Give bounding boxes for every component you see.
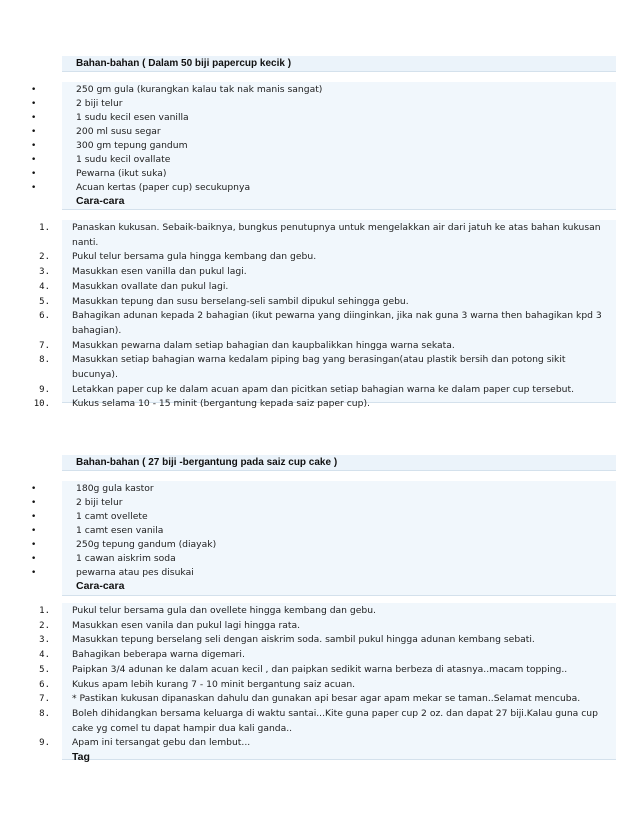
step-item [39, 309, 616, 338]
ingredient-item [31, 153, 616, 167]
ingredient-item [31, 97, 616, 111]
step-number: 1. [39, 223, 50, 233]
step-text: Paipkan 3/4 adunan ke dalam acuan kecil , dan paipkan sedikit warna berbeza di atasnya..macam topping.. [72, 663, 568, 675]
ingredient-text: 250g tepung gandum (diayak) [76, 539, 217, 550]
ingredient-text: 2 biji telur [76, 497, 123, 508]
recipe1-steps-box [33, 220, 616, 410]
recipe2-steps-heading: Cara-cara [76, 580, 125, 592]
step-item [39, 221, 616, 250]
ingredient-item [31, 538, 616, 552]
ingredient-text: 1 sudu kecil esen vanilla [76, 112, 189, 123]
step-item [39, 619, 616, 634]
ingredient-item [31, 181, 616, 195]
bullet-icon: • [31, 169, 37, 179]
step-number: 4. [39, 281, 50, 292]
ingredient-text: pewarna atau pes disukai [76, 567, 194, 578]
ingredient-text: 1 camt esen vanila [76, 525, 164, 536]
recipe1-ingredient-list [31, 83, 616, 195]
ingredient-item [31, 482, 616, 496]
tag-heading: Tag [72, 751, 90, 764]
step-number: 3. [39, 635, 50, 646]
bullet-icon: • [31, 568, 37, 578]
step-item [39, 250, 616, 265]
ingredient-item [31, 83, 616, 97]
step-item [39, 295, 616, 310]
recipe2-ingredients-heading: Bahan-bahan ( 27 biji -bergantung pada saiz cup cake ) [62, 455, 616, 471]
step-item [39, 383, 616, 398]
step-text: Masukkan setiap bahagian warna kedalam piping bag yang berasingan(atau plastik bersih dan potong sikit bucunya). [72, 354, 566, 381]
step-item [39, 692, 616, 707]
step-text: Bahagikan beberapa warna digemari. [72, 649, 245, 661]
step-item [39, 265, 616, 280]
ingredient-text: 1 camt ovellete [76, 511, 148, 522]
step-text: Kukus selama 10 - 15 minit (bergantung kepada saiz paper cup). [72, 398, 370, 410]
bullet-icon: • [31, 141, 37, 151]
step-item [39, 604, 616, 619]
step-text: Boleh dihidangkan bersama keluarga di waktu santai...Kite guna paper cup 2 oz. dan dapat 27 biji.Kalau guna cup cake yg comel tu dapat hampir dua kali ganda.. [72, 707, 598, 734]
ingredient-text: 250 gm gula (kurangkan kalau tak nak manis sangat) [76, 84, 323, 95]
bullet-icon: • [31, 554, 37, 564]
recipe1-ingredients-heading: Bahan-bahan ( Dalam 50 biji papercup kecik ) [62, 56, 616, 72]
step-number: 6. [39, 679, 50, 690]
ingredient-item [31, 524, 616, 538]
ingredient-text: 200 ml susu segar [76, 126, 161, 137]
ingredient-item [31, 552, 616, 566]
step-number: 3. [39, 267, 50, 278]
ingredient-text: Pewarna (ikut suka) [76, 168, 167, 179]
step-item [39, 663, 616, 678]
ingredient-item [31, 510, 616, 524]
step-number: 7. [39, 694, 50, 705]
ingredient-item [31, 139, 616, 153]
step-number: 9. [39, 738, 50, 749]
step-number: 8. [39, 708, 50, 719]
ingredient-text: 1 sudu kecil ovallate [76, 154, 171, 165]
ingredient-item [31, 111, 616, 125]
step-number: 8. [39, 355, 50, 366]
step-number: 7. [39, 340, 50, 351]
recipe2-step-list [39, 604, 616, 751]
ingredient-item [31, 566, 616, 580]
step-text: Pukul telur bersama gula dan ovellete hingga kembang dan gebu. [72, 605, 376, 616]
recipe2-ingredient-list [31, 482, 616, 580]
recipe1-ingredients-box [31, 82, 616, 210]
bullet-icon: • [31, 540, 37, 550]
step-item [39, 633, 616, 648]
step-text: Masukkan pewarna dalam setiap bahagian dan kaupbalikkan hingga warna sekata. [72, 339, 455, 351]
step-number: 10. [33, 399, 50, 410]
step-number: 2. [39, 620, 50, 631]
bullet-icon: • [31, 498, 37, 508]
step-text: Apam ini tersangat gebu dan lembut... [72, 737, 251, 749]
step-number: 9. [39, 384, 50, 395]
step-text: Masukkan tepung dan susu berselang-seli sambil dipukul sehingga gebu. [72, 295, 409, 307]
step-number: 1. [39, 606, 50, 616]
step-number: 4. [39, 650, 50, 661]
step-item [39, 678, 616, 693]
recipe2-steps-box [39, 603, 616, 764]
step-item [39, 339, 616, 354]
step-text: Kukus apam lebih kurang 7 - 10 minit bergantung saiz acuan. [72, 678, 356, 690]
bullet-icon: • [31, 484, 37, 494]
bullet-icon: • [31, 127, 37, 137]
ingredient-text: 2 biji telur [76, 98, 123, 109]
step-text: Masukkan tepung berselang seli dengan aiskrim soda. sambil pukul hingga adunan kembang sebati. [72, 634, 535, 646]
step-text: Masukkan esen vanilla dan pukul lagi. [72, 266, 247, 278]
ingredient-item [31, 125, 616, 139]
bullet-icon: • [31, 526, 37, 536]
bullet-icon: • [31, 85, 37, 95]
ingredient-item [31, 496, 616, 510]
recipe1-step-list [33, 221, 616, 412]
step-number: 6. [39, 311, 50, 322]
ingredient-text: Acuan kertas (paper cup) secukupnya [76, 182, 251, 193]
step-item [39, 280, 616, 295]
step-text: Pukul telur bersama gula hingga kembang dan gebu. [72, 251, 317, 263]
ingredient-text: 180g gula kastor [76, 483, 154, 494]
step-text: Letakkan paper cup ke dalam acuan apam dan picitkan setiap bahagian warna ke dalam paper cup tersebut. [72, 383, 574, 395]
ingredient-item [31, 167, 616, 181]
ingredient-text: 300 gm tepung gandum [76, 140, 188, 151]
bullet-icon: • [31, 183, 37, 193]
step-item [39, 353, 616, 382]
bullet-icon: • [31, 113, 37, 123]
recipe1-steps-heading: Cara-cara [76, 195, 125, 207]
step-number: 5. [39, 296, 50, 307]
step-text: Bahagikan adunan kepada 2 bahagian (ikut pewarna yang diinginkan, jika nak guna 3 warna then bahagikan kpd 3 bahagian). [72, 310, 602, 336]
step-text: * Pastikan kukusan dipanaskan dahulu dan gunakan api besar agar apam mekar se taman..Selamat mencuba. [72, 693, 581, 705]
step-number: 2. [39, 252, 50, 263]
step-text: Masukkan ovallate dan pukul lagi. [72, 280, 229, 292]
step-number: 5. [39, 664, 50, 675]
ingredient-text: 1 cawan aiskrim soda [76, 553, 176, 564]
bullet-icon: • [31, 512, 37, 522]
step-item [33, 397, 616, 412]
step-item [39, 736, 616, 751]
bullet-icon: • [31, 155, 37, 165]
step-text: Masukkan esen vanila dan pukul lagi hingga rata. [72, 619, 301, 631]
step-text: Panaskan kukusan. Sebaik-baiknya, bungkus penutupnya untuk mengelakkan air dari jatuh ke atas bahan kukusan nanti. [72, 222, 601, 248]
step-item [39, 707, 616, 736]
step-item [39, 648, 616, 663]
bullet-icon: • [31, 99, 37, 109]
recipe2-ingredients-box [31, 481, 616, 596]
